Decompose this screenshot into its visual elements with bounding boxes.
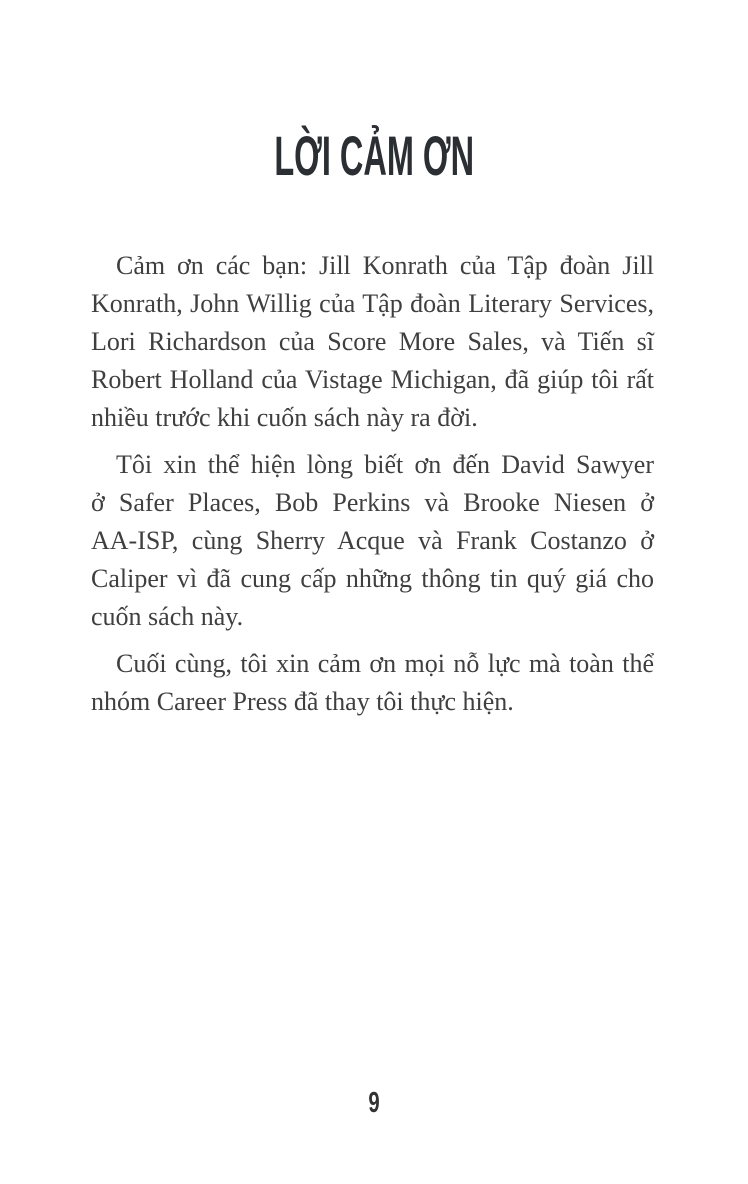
- text-line: Caliper vì đã cung cấp những thông tin quý giá cho: [91, 564, 654, 593]
- page-title: [0, 0, 748, 185]
- text-line: nhóm Career Press đã thay tôi thực hiện.: [91, 687, 514, 716]
- text-line: AA-ISP, cùng Sherry Acque và Frank Costanzo ở: [91, 526, 654, 555]
- text-line: nhiều trước khi cuốn sách này ra đời.: [91, 403, 478, 432]
- page-body: [91, 247, 654, 721]
- text-line: cuốn sách này.: [91, 602, 244, 631]
- text-line: Lori Richardson của Score More Sales, và Tiến sĩ: [91, 327, 654, 356]
- page-number: [0, 1088, 748, 1118]
- text-line: Konrath, John Willig của Tập đoàn Literary Services,: [91, 289, 654, 318]
- text-line: ở Safer Places, Bob Perkins và Brooke Niesen ở: [91, 488, 654, 517]
- text-line: Cuối cùng, tôi xin cảm ơn mọi nỗ lực mà toàn thể: [116, 649, 654, 678]
- page-title-text: LỜI CẢM ƠN: [274, 124, 474, 187]
- text-line: Tôi xin thể hiện lòng biết ơn đến David Sawyer: [116, 450, 654, 479]
- paragraph: [91, 446, 654, 636]
- page-number-text: 9: [368, 1087, 380, 1119]
- paragraph: [91, 247, 654, 437]
- text-line: Robert Holland của Vistage Michigan, đã giúp tôi rất: [91, 365, 654, 394]
- text-line: Cảm ơn các bạn: Jill Konrath của Tập đoàn Jill: [116, 251, 654, 280]
- paragraph: [91, 645, 654, 721]
